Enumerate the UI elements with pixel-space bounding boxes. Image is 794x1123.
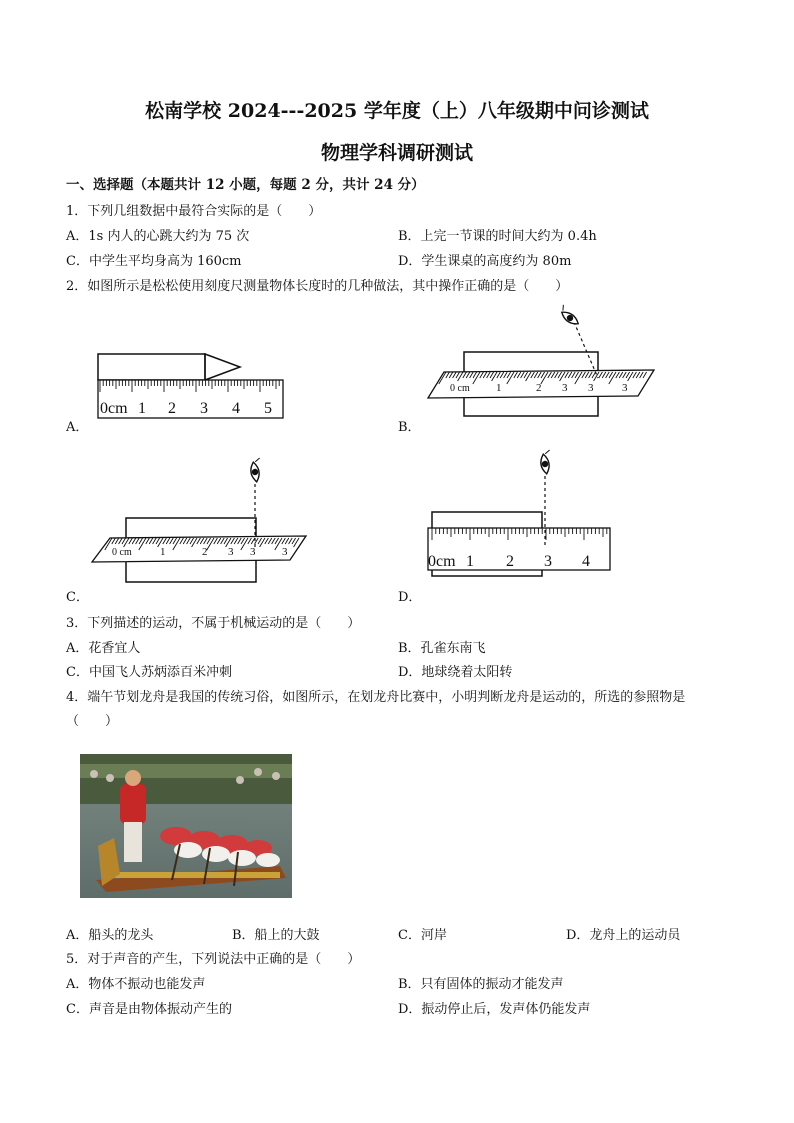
ruler-a-num-2: 2 (168, 400, 176, 417)
eye-icon-c (249, 458, 264, 483)
dragon-boat-photo (80, 754, 292, 898)
q5-option-d[interactable]: D．振动停止后，发声体仍能发声 (398, 1002, 591, 1017)
q5-option-c[interactable]: C．声音是由物体振动产生的 (66, 1002, 232, 1017)
q3-stem: 3．下列描述的运动，不属于机械运动的是（ ） (66, 616, 361, 631)
q4-option-a[interactable]: A．船头的龙头 (66, 928, 154, 943)
ruler-b-unit: 0 cm (450, 383, 470, 394)
q3-option-d[interactable]: D．地球绕着太阳转 (398, 665, 513, 680)
ruler-b-num-3: 3 (562, 382, 568, 394)
ruler-figure-b (428, 306, 660, 418)
ruler-c-num-1: 1 (160, 546, 166, 558)
q2-option-b[interactable]: B． (398, 420, 421, 435)
eye-icon-d (539, 450, 554, 475)
ruler-b-num-5: 3 (622, 382, 628, 394)
q4-stem: 4．端午节划龙舟是我国的传统习俗，如图所示，在划龙舟比赛中，小明判断龙舟是运动的，所选的参照物是 (66, 690, 686, 705)
ruler-b-num-2: 2 (536, 382, 542, 394)
ruler-a-num-4: 4 (232, 400, 240, 417)
q1-option-c[interactable]: C．中学生平均身高为 160cm (66, 254, 242, 269)
q1-option-d[interactable]: D．学生课桌的高度约为 80m (398, 254, 572, 269)
ruler-d-num-2: 2 (506, 553, 514, 570)
q5-option-a[interactable]: A．物体不振动也能发声 (66, 977, 206, 992)
q5-option-b[interactable]: B．只有固体的振动才能发声 (398, 977, 564, 992)
q2-stem: 2．如图所示是松松使用刻度尺测量物体长度时的几种做法，其中操作正确的是（ ） (66, 279, 569, 294)
q1-option-b[interactable]: B．上完一节课的时间大约为 0.4h (398, 229, 597, 244)
ruler-c-num-4: 3 (250, 546, 256, 558)
ruler-a-unit: 0cm (100, 400, 128, 417)
q2-option-d[interactable]: D． (398, 590, 422, 605)
q3-option-a[interactable]: A．花香宜人 (66, 641, 141, 656)
q1-option-a[interactable]: A．1s 内人的心跳大约为 75 次 (66, 229, 250, 244)
section-heading: 一、选择题（本题共计 12 小题，每题 2 分，共计 24 分） (66, 177, 425, 193)
q1-stem: 1．下列几组数据中最符合实际的是（ ） (66, 204, 322, 219)
q2-option-a[interactable]: A． (66, 420, 89, 435)
q4-option-c[interactable]: C．河岸 (398, 928, 447, 943)
exam-title: 松南学校 2024---2025 学年度（上）八年级期中问诊测试 (145, 100, 649, 122)
ruler-c-num-5: 3 (282, 546, 288, 558)
ruler-b-num-4: 3 (588, 382, 594, 394)
ruler-a-num-3: 3 (200, 400, 208, 417)
q2-option-c[interactable]: C． (66, 590, 89, 605)
ruler-d-num-1: 1 (466, 553, 474, 570)
q3-option-c[interactable]: C．中国飞人苏炳添百米冲刺 (66, 665, 232, 680)
q4-stem-paren: （ ） (66, 714, 119, 729)
ruler-b-num-1: 1 (496, 382, 502, 394)
eye-icon-b (557, 305, 582, 327)
ruler-figure-a (90, 350, 290, 422)
ruler-d-unit: 0cm (428, 553, 456, 570)
ruler-a-num-1: 1 (138, 400, 146, 417)
ruler-figure-c (92, 458, 312, 584)
ruler-figure-d (424, 452, 614, 578)
ruler-d-num-4: 4 (582, 553, 590, 570)
ruler-a-num-5: 5 (264, 400, 272, 417)
q4-option-b[interactable]: B．船上的大鼓 (232, 928, 320, 943)
exam-subtitle: 物理学科调研测试 (320, 142, 473, 164)
q5-stem: 5．对于声音的产生，下列说法中正确的是（ ） (66, 952, 361, 967)
q3-option-b[interactable]: B．孔雀东南飞 (398, 641, 486, 656)
q4-option-d[interactable]: D．龙舟上的运动员 (566, 928, 681, 943)
ruler-c-num-2: 2 (202, 546, 208, 558)
ruler-c-num-3: 3 (228, 546, 234, 558)
ruler-d-num-3: 3 (544, 553, 552, 570)
ruler-c-unit: 0 cm (112, 547, 132, 558)
